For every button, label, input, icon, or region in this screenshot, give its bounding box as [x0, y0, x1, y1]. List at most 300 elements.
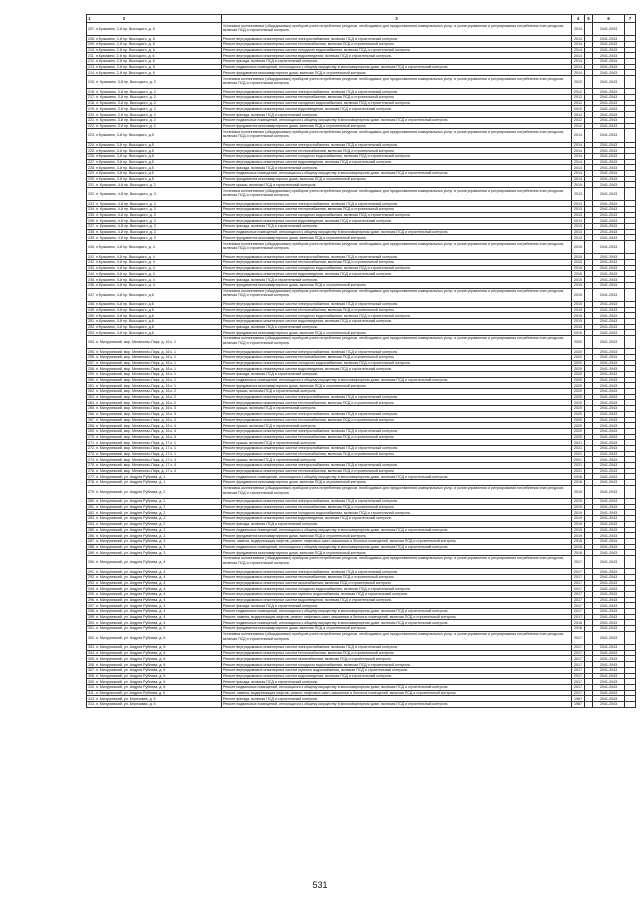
address-cell: 241. п.Кузьмино, 4-й пр. Высоцкого, д. 4: [87, 254, 222, 260]
commission-year-cell: 2017: [572, 679, 585, 685]
repair-period-cell: 2041-2043: [593, 656, 625, 662]
work-type-cell: Ремонт подвальных помещений, относящихся к общему имуществу в многоквартирном доме, включая ПСД и строительный контроль: [222, 527, 572, 533]
work-type-cell: Ремонт внутридомовых инженерных систем водоотведения, включая ПСД и строительный контроль: [222, 673, 572, 679]
address-cell: 223. п.Кузьмино, 3-й пр. Высоцкого, д.5: [87, 129, 222, 142]
commission-year-cell: 2016: [572, 620, 585, 626]
work-type-cell: Ремонт внутридомовых инженерных систем горячего водоснабжения, включая ПСД и строительный контроль: [222, 591, 572, 597]
work-type-cell: Ремонт крыши, включая ПСД и строительный контроль: [222, 457, 572, 463]
capital-repair-table: [86, 14, 636, 708]
work-type-cell: Установка коллективных (общедомовых) приборов учета потребления ресурсов, необходимых для предоставления коммунальных услуг, и узлов управления и регулирования потребления этих ресурсов, включая ПСД и строительный контроль: [222, 188, 572, 201]
work-type-cell: Ремонт фундамента многоквартирного дома, включая ПСД и строительный контроль: [222, 626, 572, 632]
address-cell: 290. п. Мичуринский, ул. Андрея Рублева, д. 4: [87, 555, 222, 568]
work-type-cell: Ремонт внутридомовых инженерных систем электроснабжения, включая ПСД и строительный контроль: [222, 142, 572, 148]
work-type-cell: Ремонт внутридомовых инженерных систем газоснабжения, включая ПСД и строительный контроль: [222, 656, 572, 662]
wear-cell: [585, 129, 593, 142]
commission-year-cell: 2018: [572, 538, 585, 544]
commission-year-cell: 2014: [572, 70, 585, 76]
commission-year-cell: 2015: [572, 260, 585, 266]
commission-year-cell: 2020: [572, 335, 585, 348]
repair-period-cell: 2041-2043: [593, 265, 625, 271]
commission-year-cell: 2019: [572, 521, 585, 527]
commission-year-cell: 2020: [572, 406, 585, 412]
address-cell: 302. п. Мичуринский, ул. Андрея Рублева, д. 6: [87, 631, 222, 644]
address-cell: 212. п.Кузьмино, 2-й пр. Высоцкого, д. 6: [87, 59, 222, 65]
address-cell: 207. п.Кузьмино, 2-й пр. Высоцкого, д. 6: [87, 23, 222, 36]
commission-year-cell: 2014: [572, 64, 585, 70]
address-cell: 274. п. Мичуринский, мкр. Мегаполис-Парк, д. 17 к. 4: [87, 457, 222, 463]
work-type-cell: Ремонт внутридомовых инженерных систем водоотведения, включая ПСД и строительный контроль: [222, 597, 572, 603]
repair-period-cell: 2041-2043: [593, 569, 625, 575]
table-row: [87, 555, 636, 568]
address-cell: 283. п. Мичуринский, ул. Андрея Рублева, д. 2: [87, 516, 222, 522]
repair-period-cell: 2041-2043: [593, 463, 625, 469]
repair-period-cell: 2041-2043: [593, 701, 625, 707]
wear-cell: [585, 631, 593, 644]
commission-year-cell: 2020: [572, 417, 585, 423]
work-type-cell: Ремонт внутридомовых инженерных систем теплоснабжения, включая ПСД и строительный контроль: [222, 148, 572, 154]
work-type-cell: Ремонт крыши, включая ПСД и строительный контроль: [222, 440, 572, 446]
commission-year-cell: 2017: [572, 569, 585, 575]
repair-period-cell: 2041-2043: [593, 254, 625, 260]
work-type-cell: Установка коллективных (общедомовых) приборов учета потребления ресурсов, необходимых для предоставления коммунальных услуг, и узлов управления и регулирования потребления этих ресурсов, включая ПСД и строительный контроль: [222, 335, 572, 348]
commission-year-cell: 1967: [572, 701, 585, 707]
note-cell: [625, 555, 636, 568]
address-cell: 221. п. Кузьмино, 3-й пр. Высоцкого, д. 2: [87, 117, 222, 123]
work-type-cell: Ремонт, замена, модернизация лифтов, ремонт лифтовых шахт, машинных и блочных помещений, включая ПСД и строительный контроль: [222, 538, 572, 544]
column-number: 6: [593, 15, 625, 23]
address-cell: 271. п. Мичуринский, мкр. Мегаполис-Парк, д. 17 к. 1: [87, 440, 222, 446]
commission-year-cell: 2015: [572, 271, 585, 277]
commission-year-cell: 2017: [572, 586, 585, 592]
repair-period-cell: 2041-2043: [593, 335, 625, 348]
wear-cell: [585, 241, 593, 254]
wear-cell: [585, 485, 593, 498]
repair-period-cell: 2041-2043: [593, 485, 625, 498]
column-number: 1 2: [87, 15, 222, 23]
repair-period-cell: 2041-2043: [593, 538, 625, 544]
repair-period-cell: 2041-2043: [593, 533, 625, 539]
work-type-cell: Ремонт фасада, включая ПСД и строительный контроль: [222, 165, 572, 171]
repair-period-cell: 2041-2043: [593, 480, 625, 486]
commission-year-cell: 2014: [572, 53, 585, 59]
work-type-cell: Ремонт крыши, включая ПСД и строительный контроль: [222, 406, 572, 412]
registry-sheet: [86, 14, 635, 708]
repair-period-cell: 2041-2043: [593, 366, 625, 372]
work-type-cell: Ремонт фасада, включая ПСД и строительный контроль: [222, 324, 572, 330]
table-body: [87, 23, 636, 708]
address-cell: 278. п. Мичуринский, ул. Андрея Рублева, д. 1: [87, 480, 222, 486]
repair-period-cell: 2041-2043: [593, 354, 625, 360]
repair-period-cell: 2041-2043: [593, 212, 625, 218]
commission-year-cell: 2013: [572, 201, 585, 207]
note-cell: [625, 288, 636, 301]
table-row: [87, 188, 636, 201]
work-type-cell: Ремонт подвальных помещений, относящихся к общему имуществу в многоквартирном доме, включая ПСД и строительный контроль: [222, 684, 572, 690]
repair-period-cell: 2041-2043: [593, 574, 625, 580]
commission-year-cell: 2014: [572, 129, 585, 142]
address-cell: 233. п. Кузьмино, 4-й пр. Высоцкого, д. 3: [87, 201, 222, 207]
commission-year-cell: 2019: [572, 533, 585, 539]
repair-period-cell: 2041-2043: [593, 235, 625, 241]
work-type-cell: Ремонт внутридомовых инженерных систем теплоснабжения, включая ПСД и строительный контроль: [222, 354, 572, 360]
work-type-cell: Ремонт фундамента многоквартирного дома, включая ПСД и строительный контроль: [222, 235, 572, 241]
address-cell: 217. п. Кузьмино, 3-й пр. Высоцкого, д. 2: [87, 95, 222, 101]
address-cell: 286. п. Мичуринский, ул. Андрея Рублева, д. 2: [87, 533, 222, 539]
work-type-cell: Ремонт фундамента многоквартирного дома, включая ПСД и строительный контроль: [222, 533, 572, 539]
work-type-cell: Ремонт внутридомовых инженерных систем холодного водоснабжения, включая ПСД и строительный контроль: [222, 100, 572, 106]
repair-period-cell: 2041-2043: [593, 383, 625, 389]
repair-period-cell: 2041-2043: [593, 555, 625, 568]
repair-period-cell: 2041-2043: [593, 468, 625, 474]
work-type-cell: Ремонт внутридомовых инженерных систем холодного водоснабжения, включая ПСД и строительный контроль: [222, 510, 572, 516]
address-cell: 249. п.Кузьмино, 4-й пр. Высоцкого, д.6: [87, 307, 222, 313]
work-type-cell: Ремонт внутридомовых инженерных систем теплоснабжения, включая ПСД и строительный контроль: [222, 260, 572, 266]
work-type-cell: Ремонт внутридомовых инженерных систем электроснабжения, включая ПСД и строительный контроль: [222, 36, 572, 42]
address-cell: 222. п. Кузьмино, 3-й пр. Высоцкого, д. 2: [87, 123, 222, 129]
repair-period-cell: 2041-2043: [593, 631, 625, 644]
address-cell: 289. п. Мичуринский, ул. Андрея Рублева, д. 3: [87, 550, 222, 556]
work-type-cell: Ремонт внутридомовых инженерных систем холодного водоснабжения, включая ПСД и строительный контроль: [222, 47, 572, 53]
work-type-cell: Ремонт внутридомовых инженерных систем теплоснабжения, включая ПСД и строительный контроль: [222, 468, 572, 474]
address-cell: 235. п. Кузьмино, 4-й пр. Высоцкого, д. 3: [87, 212, 222, 218]
repair-period-cell: 2041-2043: [593, 229, 625, 235]
wear-cell: [585, 23, 593, 36]
commission-year-cell: 2013: [572, 207, 585, 213]
note-cell: [625, 631, 636, 644]
work-type-cell: Ремонт фундамента многоквартирного дома, включая ПСД и строительный контроль: [222, 383, 572, 389]
work-type-cell: Ремонт внутридомовых инженерных систем газоснабжения, включая ПСД и строительный контроль: [222, 580, 572, 586]
address-cell: 261. п. Мичуринский, мкр. Мегаполис-Парк, д. 16 к. 1: [87, 383, 222, 389]
repair-period-cell: 2041-2043: [593, 457, 625, 463]
work-type-cell: Ремонт подвальных помещений, относящихся к общему имуществу в многоквартирном доме, включая ПСД и строительный контроль: [222, 229, 572, 235]
work-type-cell: Ремонт фундамента многоквартирного дома, включая ПСД и строительный контроль: [222, 330, 572, 336]
work-type-cell: Ремонт внутридомовых инженерных систем водоотведения, включая ПСД и строительный контроль: [222, 159, 572, 165]
work-type-cell: Ремонт фундамента многоквартирного дома, включая ПСД и строительный контроль: [222, 176, 572, 182]
work-type-cell: Ремонт подвальных помещений, относящихся к общему имуществу в многоквартирном доме, включая ПСД и строительный контроль: [222, 64, 572, 70]
work-type-cell: Ремонт внутридомовых инженерных систем электроснабжения, включая ПСД и строительный контроль: [222, 394, 572, 400]
commission-year-cell: 2014: [572, 142, 585, 148]
commission-year-cell: 2020: [572, 366, 585, 372]
address-cell: 242. п.Кузьмино, 4-й пр. Высоцкого, д. 4: [87, 260, 222, 266]
address-cell: 299. п. Мичуринский, ул. Андрея Рублева, д. 4: [87, 614, 222, 620]
commission-year-cell: 2012: [572, 112, 585, 118]
note-cell: [625, 76, 636, 89]
work-type-cell: Ремонт внутридомовых инженерных систем холодного водоснабжения, включая ПСД и строительный контроль: [222, 313, 572, 319]
repair-period-cell: 2041-2043: [593, 318, 625, 324]
commission-year-cell: 2015: [572, 318, 585, 324]
address-cell: 296. п. Мичуринский, ул. Андрея Рублева, д. 4: [87, 597, 222, 603]
address-cell: 230. п.Кузьмино, 3-й пр. Высоцкого, д.5: [87, 176, 222, 182]
table-row: [87, 485, 636, 498]
address-cell: 270. п. Мичуринский, мкр. Мегаполис-Парк, д. 16 к. 4: [87, 434, 222, 440]
repair-period-cell: 2041-2043: [593, 586, 625, 592]
work-type-cell: Ремонт внутридомовых инженерных систем теплоснабжения, включая ПСД и строительный контроль: [222, 95, 572, 101]
repair-period-cell: 2041-2043: [593, 544, 625, 550]
repair-period-cell: 2041-2043: [593, 650, 625, 656]
repair-period-cell: 2041-2043: [593, 499, 625, 505]
column-number: 4: [572, 15, 585, 23]
address-cell: 263. п. Мичуринский, мкр. Мегаполис-Парк, д. 16 к. 2: [87, 394, 222, 400]
note-cell: [625, 335, 636, 348]
repair-period-cell: 2041-2043: [593, 417, 625, 423]
address-cell: 301. п. Мичуринский, ул. Андрея Рублева, д. 5: [87, 626, 222, 632]
address-cell: 251. п.Кузьмино, 4-й пр. Высоцкого, д.6: [87, 318, 222, 324]
address-cell: 247. п.Кузьмино, 4-й пр. Высоцкого, д.6: [87, 288, 222, 301]
address-cell: 262. п. Мичуринский, мкр. Мегаполис-Парк, д. 16 к. 2: [87, 389, 222, 395]
repair-period-cell: 2041-2043: [593, 313, 625, 319]
page-number: 531: [312, 880, 328, 890]
repair-period-cell: 2041-2043: [593, 360, 625, 366]
commission-year-cell: 1967: [572, 696, 585, 702]
repair-period-cell: 2041-2043: [593, 165, 625, 171]
work-type-cell: Ремонт подвальных помещений, относящихся к общему имуществу в многоквартирном доме, включая ПСД и строительный контроль: [222, 609, 572, 615]
commission-year-cell: 2020: [572, 428, 585, 434]
work-type-cell: Ремонт внутридомовых инженерных систем горячего водоснабжения, включая ПСД и строительный контроль: [222, 667, 572, 673]
commission-year-cell: 2020: [572, 383, 585, 389]
address-cell: 234. п. Кузьмино, 4-й пр. Высоцкого, д. 3: [87, 207, 222, 213]
address-cell: 307. п. Мичуринский, ул. Андрея Рублева, д. 6: [87, 667, 222, 673]
address-cell: 248. п.Кузьмино, 4-й пр. Высоцкого, д.6: [87, 301, 222, 307]
work-type-cell: Ремонт фундамента многоквартирного дома, включая ПСД и строительный контроль: [222, 123, 572, 129]
address-cell: 285. п. Мичуринский, ул. Андрея Рублева, д. 2: [87, 527, 222, 533]
work-type-cell: Ремонт внутридомовых инженерных систем холодного водоснабжения, включая ПСД и строительный контроль: [222, 153, 572, 159]
work-type-cell: Ремонт внутридомовых инженерных систем электроснабжения, включая ПСД и строительный контроль: [222, 569, 572, 575]
address-cell: 269. п. Мичуринский, мкр. Мегаполис-Парк, д. 16 к. 4: [87, 428, 222, 434]
column-number: 3: [222, 15, 572, 23]
commission-year-cell: 2013: [572, 188, 585, 201]
repair-period-cell: 2041-2043: [593, 64, 625, 70]
address-cell: 218. п. Кузьмино, 3-й пр. Высоцкого, д. 2: [87, 100, 222, 106]
commission-year-cell: 2017: [572, 597, 585, 603]
address-cell: 293. п. Мичуринский, ул. Андрея Рублева, д. 4: [87, 580, 222, 586]
address-cell: 256. п. Мичуринский, мкр. Мегаполис-Парк, д. 16 к. 1: [87, 354, 222, 360]
repair-period-cell: 2041-2043: [593, 224, 625, 230]
work-type-cell: Установка коллективных (общедомовых) приборов учета потребления ресурсов, необходимых для предоставления коммунальных услуг, и узлов управления и регулирования потребления этих ресурсов, включая ПСД и строительный контроль: [222, 631, 572, 644]
address-cell: 252. п.Кузьмино, 4-й пр. Высоцкого, д.6: [87, 324, 222, 330]
repair-period-cell: 2041-2043: [593, 36, 625, 42]
work-type-cell: Ремонт внутридомовых инженерных систем холодного водоснабжения, включая ПСД и строительный контроль: [222, 212, 572, 218]
address-cell: 284. п. Мичуринский, ул. Андрея Рублева, д. 2: [87, 521, 222, 527]
work-type-cell: Ремонт внутридомовых инженерных систем теплоснабжения, включая ПСД и строительный контроль: [222, 400, 572, 406]
address-cell: 255. п. Мичуринский, мкр. Мегаполис-Парк, д. 16 к. 1: [87, 349, 222, 355]
work-type-cell: Ремонт внутридомовых инженерных систем теплоснабжения, включая ПСД и строительный контроль: [222, 417, 572, 423]
repair-period-cell: 2041-2043: [593, 474, 625, 480]
commission-year-cell: 2017: [572, 645, 585, 651]
commission-year-cell: 2021: [572, 445, 585, 451]
repair-period-cell: 2041-2043: [593, 406, 625, 412]
repair-period-cell: 2041-2043: [593, 129, 625, 142]
wear-cell: [585, 555, 593, 568]
work-type-cell: Ремонт внутридомовых инженерных систем водоотведения, включая ПСД и строительный контроль: [222, 366, 572, 372]
commission-year-cell: 2019: [572, 485, 585, 498]
address-cell: 279. п. Мичуринский, ул. Андрея Рублева, д. 2: [87, 485, 222, 498]
commission-year-cell: 2017: [572, 591, 585, 597]
commission-year-cell: 2012: [572, 100, 585, 106]
work-type-cell: Установка коллективных (общедомовых) приборов учета потребления ресурсов, необходимых для предоставления коммунальных услуг, и узлов управления и регулирования потребления этих ресурсов, включая ПСД и строительный контроль: [222, 23, 572, 36]
address-cell: 226. п.Кузьмино, 3-й пр. Высоцкого, д.5: [87, 153, 222, 159]
work-type-cell: Ремонт внутридомовых инженерных систем электроснабжения, включая ПСД и строительный контроль: [222, 89, 572, 95]
work-type-cell: Установка коллективных (общедомовых) приборов учета потребления ресурсов, необходимых для предоставления коммунальных услуг, и узлов управления и регулирования потребления этих ресурсов, включая ПСД и строительный контроль: [222, 485, 572, 498]
commission-year-cell: 2021: [572, 440, 585, 446]
address-cell: 240. п.Кузьмино, 4-й пр. Высоцкого, д. 4: [87, 241, 222, 254]
commission-year-cell: 2012: [572, 117, 585, 123]
repair-period-cell: 2041-2043: [593, 307, 625, 313]
address-cell: 264. п. Мичуринский, мкр. Мегаполис-Парк, д. 16 к. 2: [87, 400, 222, 406]
address-cell: 308. п. Мичуринский, ул. Андрея Рублева, д. 6: [87, 673, 222, 679]
commission-year-cell: 2013: [572, 212, 585, 218]
repair-period-cell: 2041-2043: [593, 76, 625, 89]
repair-period-cell: 2041-2043: [593, 100, 625, 106]
work-type-cell: Ремонт фасада, включая ПСД и строительный контроль: [222, 696, 572, 702]
commission-year-cell: 2017: [572, 684, 585, 690]
address-cell: 277. п. Мичуринский, ул. Андрея Рублева, д. 1: [87, 474, 222, 480]
work-type-cell: Ремонт фасада, включая ПСД и строительный контроль: [222, 372, 572, 378]
repair-period-cell: 2041-2043: [593, 684, 625, 690]
commission-year-cell: 2020: [572, 354, 585, 360]
note-cell: [625, 23, 636, 36]
repair-period-cell: 2041-2043: [593, 527, 625, 533]
address-cell: 292. п. Мичуринский, ул. Андрея Рублева, д. 4: [87, 574, 222, 580]
work-type-cell: Ремонт крыши, включая ПСД и строительный контроль: [222, 423, 572, 429]
wear-cell: [585, 188, 593, 201]
work-type-cell: Установка коллективных (общедомовых) приборов учета потребления ресурсов, необходимых для предоставления коммунальных услуг, и узлов управления и регулирования потребления этих ресурсов, включая ПСД и строительный контроль: [222, 241, 572, 254]
address-cell: 265. п. Мичуринский, мкр. Мегаполис-Парк, д. 16 к. 3: [87, 406, 222, 412]
work-type-cell: Ремонт внутридомовых инженерных систем холодного водоснабжения, включая ПСД и строительный контроль: [222, 586, 572, 592]
commission-year-cell: 2017: [572, 667, 585, 673]
work-type-cell: Ремонт внутридомовых инженерных систем теплоснабжения, включая ПСД и строительный контроль: [222, 574, 572, 580]
address-cell: 228. п.Кузьмино, 3-й пр. Высоцкого, д.5: [87, 165, 222, 171]
work-type-cell: Ремонт фундамента многоквартирного дома, включая ПСД и строительный контроль: [222, 550, 572, 556]
repair-period-cell: 2041-2043: [593, 679, 625, 685]
work-type-cell: Ремонт подвальных помещений, относящихся к общему имуществу в многоквартирном доме, включая ПСД и строительный контроль: [222, 377, 572, 383]
address-cell: 213. п.Кузьмино, 2-й пр. Высоцкого, д. 6: [87, 64, 222, 70]
repair-period-cell: 2041-2043: [593, 59, 625, 65]
work-type-cell: Ремонт внутридомовых инженерных систем теплоснабжения, включая ПСД и строительный контроль: [222, 451, 572, 457]
work-type-cell: Ремонт внутридомовых инженерных систем электроснабжения, включая ПСД и строительный контроль: [222, 254, 572, 260]
work-type-cell: Ремонт подвальных помещений, относящихся к общему имуществу в многоквартирном доме, включая ПСД и строительный контроль: [222, 701, 572, 707]
repair-period-cell: 2041-2043: [593, 389, 625, 395]
repair-period-cell: 2041-2043: [593, 53, 625, 59]
repair-period-cell: 2041-2043: [593, 106, 625, 112]
address-cell: 310. п. Мичуринский, ул. Андрея Рублева, д. 6: [87, 684, 222, 690]
commission-year-cell: 2015: [572, 307, 585, 313]
address-cell: 214. п.Кузьмино, 2-й пр. Высоцкого, д. 6: [87, 70, 222, 76]
work-type-cell: Установка коллективных (общедомовых) приборов учета потребления ресурсов, необходимых для предоставления коммунальных услуг, и узлов управления и регулирования потребления этих ресурсов, включая ПСД и строительный контроль: [222, 129, 572, 142]
address-cell: 219. п. Кузьмино, 3-й пр. Высоцкого, д. 2: [87, 106, 222, 112]
table-row: [87, 701, 636, 707]
commission-year-cell: 2014: [572, 159, 585, 165]
commission-year-cell: 2014: [572, 23, 585, 36]
table-row: [87, 241, 636, 254]
repair-period-cell: 2041-2043: [593, 176, 625, 182]
repair-period-cell: 2041-2043: [593, 112, 625, 118]
repair-period-cell: 2041-2043: [593, 349, 625, 355]
repair-period-cell: 2041-2043: [593, 324, 625, 330]
work-type-cell: Ремонт внутридомовых инженерных систем теплоснабжения, включая ПСД и строительный контроль: [222, 41, 572, 47]
commission-year-cell: 2013: [572, 218, 585, 224]
work-type-cell: Ремонт внутридомовых инженерных систем водоотведения, включая ПСД и строительный контроль: [222, 218, 572, 224]
repair-period-cell: 2041-2043: [593, 201, 625, 207]
commission-year-cell: 2015: [572, 313, 585, 319]
work-type-cell: Установка коллективных (общедомовых) приборов учета потребления ресурсов, необходимых для предоставления коммунальных услуг, и узлов управления и регулирования потребления этих ресурсов, включая ПСД и строительный контроль: [222, 76, 572, 89]
commission-year-cell: 2021: [572, 457, 585, 463]
address-cell: 239. п. Кузьмино, 4-й пр. Высоцкого, д. 3: [87, 235, 222, 241]
work-type-cell: Ремонт внутридомовых инженерных систем электроснабжения, включая ПСД и строительный контроль: [222, 499, 572, 505]
wear-cell: [585, 701, 593, 707]
repair-period-cell: 2041-2043: [593, 440, 625, 446]
address-cell: 313. п. Мичуринский, ул. Березовая, д. 5: [87, 701, 222, 707]
address-cell: 295. п. Мичуринский, ул. Андрея Рублева, д. 4: [87, 591, 222, 597]
column-number: 7: [625, 15, 636, 23]
address-cell: 244. п.Кузьмино, 4-й пр. Высоцкого, д. 4: [87, 271, 222, 277]
work-type-cell: Ремонт фасада, включая ПСД и строительный контроль: [222, 277, 572, 283]
commission-year-cell: 2020: [572, 434, 585, 440]
commission-year-cell: 2014: [572, 153, 585, 159]
note-cell: [625, 188, 636, 201]
repair-period-cell: 2041-2043: [593, 690, 625, 696]
address-cell: 291. п. Мичуринский, ул. Андрея Рублева, д. 4: [87, 569, 222, 575]
commission-year-cell: 2014: [572, 165, 585, 171]
repair-period-cell: 2041-2043: [593, 117, 625, 123]
commission-year-cell: 2015: [572, 265, 585, 271]
commission-year-cell: 2015: [572, 301, 585, 307]
commission-year-cell: 2015: [572, 277, 585, 283]
repair-period-cell: 2041-2043: [593, 516, 625, 522]
address-cell: 215. п. Кузьмино, 3-й пр. Высоцкого, д. 2: [87, 76, 222, 89]
commission-year-cell: 2020: [572, 377, 585, 383]
commission-year-cell: 2012: [572, 89, 585, 95]
work-type-cell: Ремонт фасада, включая ПСД и строительный контроль: [222, 59, 572, 65]
work-type-cell: Ремонт подвальных помещений, относящихся к общему имуществу в многоквартирном доме, включая ПСД и строительный контроль: [222, 117, 572, 123]
commission-year-cell: 2017: [572, 631, 585, 644]
repair-period-cell: 2041-2043: [593, 70, 625, 76]
work-type-cell: Ремонт фасада, включая ПСД и строительный контроль: [222, 603, 572, 609]
work-type-cell: Ремонт подвальных помещений, относящихся к общему имуществу в многоквартирном доме, включая ПСД и строительный контроль: [222, 620, 572, 626]
repair-period-cell: 2041-2043: [593, 451, 625, 457]
wear-cell: [585, 288, 593, 301]
commission-year-cell: 2021: [572, 463, 585, 469]
repair-period-cell: 2041-2043: [593, 123, 625, 129]
work-type-cell: Ремонт фасада, включая ПСД и строительный контроль: [222, 224, 572, 230]
repair-period-cell: 2041-2043: [593, 241, 625, 254]
address-cell: 287. п. Мичуринский, ул. Андрея Рублева, д. 3: [87, 538, 222, 544]
address-cell: 238. п. Кузьмино, 4-й пр. Высоцкого, д. 3: [87, 229, 222, 235]
work-type-cell: Ремонт внутридомовых инженерных систем водоотведения, включая ПСД и строительный контроль: [222, 106, 572, 112]
work-type-cell: Ремонт, замена, модернизация лифтов, ремонт лифтовых шахт, машинных и блочных помещений, включая ПСД и строительный контроль: [222, 690, 572, 696]
repair-period-cell: 2041-2043: [593, 428, 625, 434]
commission-year-cell: 2017: [572, 614, 585, 620]
address-cell: 281. п. Мичуринский, ул. Андрея Рублева, д. 2: [87, 504, 222, 510]
work-type-cell: Ремонт фасада, включая ПСД и строительный контроль: [222, 521, 572, 527]
repair-period-cell: 2041-2043: [593, 673, 625, 679]
address-cell: 259. п. Мичуринский, мкр. Мегаполис-Парк, д. 16 к. 1: [87, 372, 222, 378]
repair-period-cell: 2041-2043: [593, 23, 625, 36]
commission-year-cell: 2016: [572, 626, 585, 632]
repair-period-cell: 2041-2043: [593, 47, 625, 53]
repair-period-cell: 2041-2043: [593, 372, 625, 378]
note-cell: [625, 485, 636, 498]
table-row: [87, 288, 636, 301]
repair-period-cell: 2041-2043: [593, 282, 625, 288]
commission-year-cell: 2021: [572, 451, 585, 457]
repair-period-cell: 2041-2043: [593, 260, 625, 266]
address-cell: 268. п. Мичуринский, мкр. Мегаполис-Парк, д. 16 к. 4: [87, 423, 222, 429]
work-type-cell: Установка коллективных (общедомовых) приборов учета потребления ресурсов, необходимых для предоставления коммунальных услуг, и узлов управления и регулирования потребления этих ресурсов, включая ПСД и строительный контроль: [222, 555, 572, 568]
table-row: [87, 23, 636, 36]
work-type-cell: Ремонт внутридомовых инженерных систем электроснабжения, включая ПСД и строительный контроль: [222, 349, 572, 355]
repair-period-cell: 2041-2043: [593, 89, 625, 95]
repair-period-cell: 2041-2043: [593, 521, 625, 527]
